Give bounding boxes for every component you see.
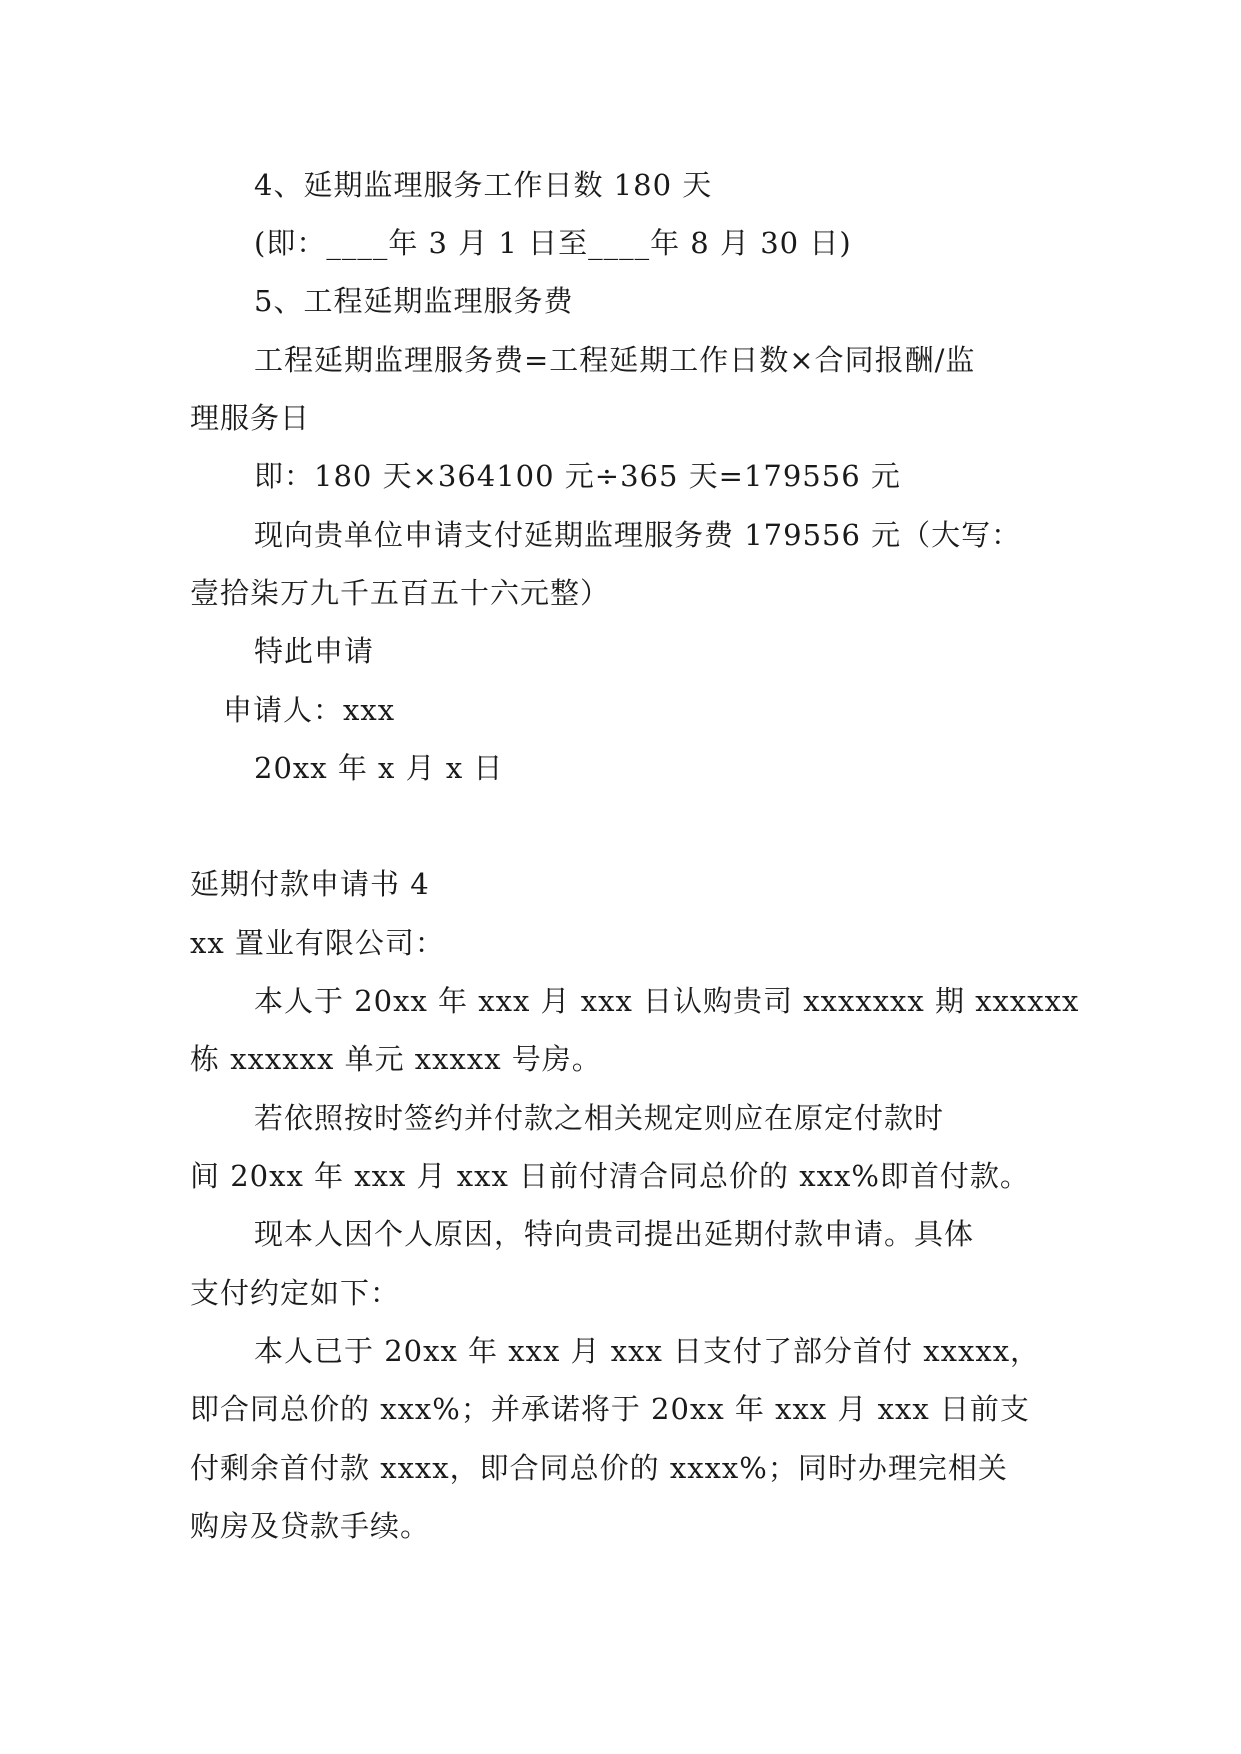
text-line: 间 20xx 年 xxx 月 xxx 日前付清合同总价的 xxx%即首付款。	[190, 1159, 1030, 1193]
text-line: 购房及贷款手续。	[190, 1509, 431, 1543]
text-line: 理服务日	[190, 401, 311, 435]
date-line: 20xx 年 x 月 x 日	[254, 751, 504, 785]
text-line: 本人于 20xx 年 xxx 月 xxx 日认购贵司 xxxxxxx 期 xxxxxx	[254, 984, 1080, 1018]
text-line: 即合同总价的 xxx%；并承诺将于 20xx 年 xxx 月 xxx 日前支	[190, 1392, 1030, 1426]
text-line: 壹拾柒万九千五百五十六元整）	[190, 576, 611, 610]
text-line: 特此申请	[254, 634, 375, 668]
section-title: 延期付款申请书 4	[190, 867, 430, 901]
text-line: 现向贵单位申请支付延期监理服务费 179556 元（大写：	[254, 518, 1022, 552]
text-line: 本人已于 20xx 年 xxx 月 xxx 日支付了部分首付 xxxxx，	[254, 1334, 1041, 1368]
text-line: 栋 xxxxxx 单元 xxxxx 号房。	[190, 1042, 602, 1076]
text-line: 4、延期监理服务工作日数 180 天	[254, 168, 713, 202]
text-line: (即：____年 3 月 1 日至____年 8 月 30 日)	[254, 226, 852, 260]
signature-line: 申请人：xxx	[223, 693, 396, 727]
addressee: xx 置业有限公司：	[190, 926, 445, 960]
text-line: 支付约定如下：	[190, 1276, 401, 1310]
text-line: 现本人因个人原因，特向贵司提出延期付款申请。具体	[254, 1217, 975, 1251]
text-line: 若依照按时签约并付款之相关规定则应在原定付款时	[254, 1101, 945, 1135]
text-line: 工程延期监理服务费=工程延期工作日数×合同报酬/监	[254, 343, 976, 377]
text-line: 5、工程延期监理服务费	[254, 284, 574, 318]
text-line: 付剩余首付款 xxxx，即合同总价的 xxxx%；同时办理完相关	[190, 1451, 1008, 1485]
text-line: 即：180 天×364100 元÷365 天=179556 元	[254, 459, 901, 493]
